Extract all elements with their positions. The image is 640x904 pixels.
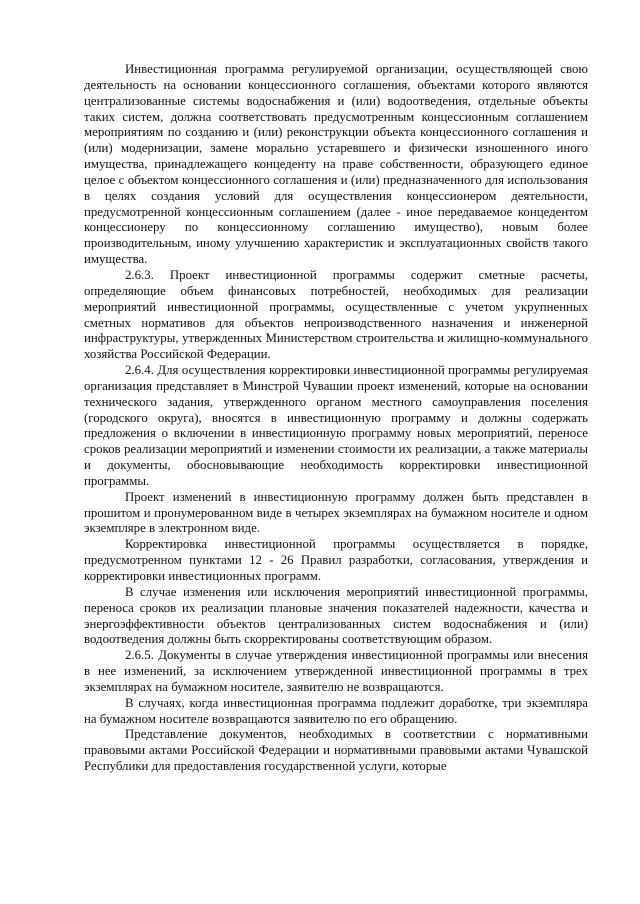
paragraph-2-6-4: 2.6.4. Для осуществления корректировки инвестиционной программы регулируемая организация представляет в Минстрой Чувашии проект изменений, которые на основании технического задания, утвержденного органом местного самоуправления поселения (городского округа), вносятся в инвестиционную программу и должны содержать предложения о включении в инвестиционную программу новых мероприятий, переносе сроков реализации мероприятий и изменении стоимости их реализации, а также материалы и документы, обосновывающие необходимость корректировки инвестиционной программы. [84, 363, 588, 488]
paragraph-2-6-5: 2.6.5. Документы в случае утверждения инвестиционной программы или внесения в нее изменений, за исключением утвержденной инвестиционной программы в трех экземплярах на бумажном носителе, заявителю не возвращаются. [84, 648, 588, 694]
paragraph-document-submission: Представление документов, необходимых в соответствии с нормативными правовыми актами Российской Федерации и нормативными правовыми актами Чувашской Республики для предоставления государственной услуги, которые [84, 727, 588, 774]
paragraph-return-copies: В случаях, когда инвестиционная программа подлежит доработке, три экземпляра на бумажном носителе возвращаются заявителю по его обращению. [84, 695, 588, 726]
paragraph-correction-procedure: Корректировка инвестиционной программы осуществляется в порядке, предусмотренном пунктами 12 - 26 Правил разработки, согласования, утверждения и корректировки инвестиционных программ. [84, 537, 588, 583]
paragraph-change-project-copies: Проект изменений в инвестиционную программу должен быть представлен в прошитом и пронумерованном виде в четырех экземплярах на бумажном носителе и одном экземпляре в электронном виде. [84, 489, 588, 536]
paragraph-concession-investment-program: Инвестиционная программа регулируемой организации, осуществляющей свою деятельность на основании концессионного соглашения, объектами которого являются централизованные системы водоснабжения и (или) водоотведения, отдельные объекты таких систем, должна соответствовать предусмотренным концессионным соглашением мероприятиям по созданию и (или) реконструкции объекта концессионного соглашения и (или) модернизации, замене морально устаревшего и физически изношенного иного имущества, принадлежащего концеденту на праве собственности, образующего единое целое с объектом концессионного соглашения и (или) предназначенного для использования в целях создания условий для осуществления концессионером деятельности, предусмотренной концессионным соглашением (далее - иное передаваемое концедентом концессионеру по концессионному соглашению имущество), новым более производительным, иному улучшению характеристик и эксплуатационных свойств такого имущества. [84, 62, 588, 267]
paragraph-2-6-3: 2.6.3. Проект инвестиционной программы содержит сметные расчеты, определяющие объем финансовых потребностей, необходимых для реализации мероприятий инвестиционной программы, осуществленные с учетом укрупненных сметных нормативов для объектов непроизводственного назначения и инженерной инфраструктуры, утвержденных Министерством строительства и жилищно-коммунального хозяйства Российской Федерации. [84, 267, 588, 362]
document-body [84, 62, 588, 775]
paragraph-change-indicators: В случае изменения или исключения мероприятий инвестиционной программы, переноса сроков их реализации плановые значения показателей надежности, качества и энергоэффективности объектов централизованных систем водоснабжения и (или) водоотведения должны быть скорректированы соответствующим образом. [84, 584, 588, 647]
